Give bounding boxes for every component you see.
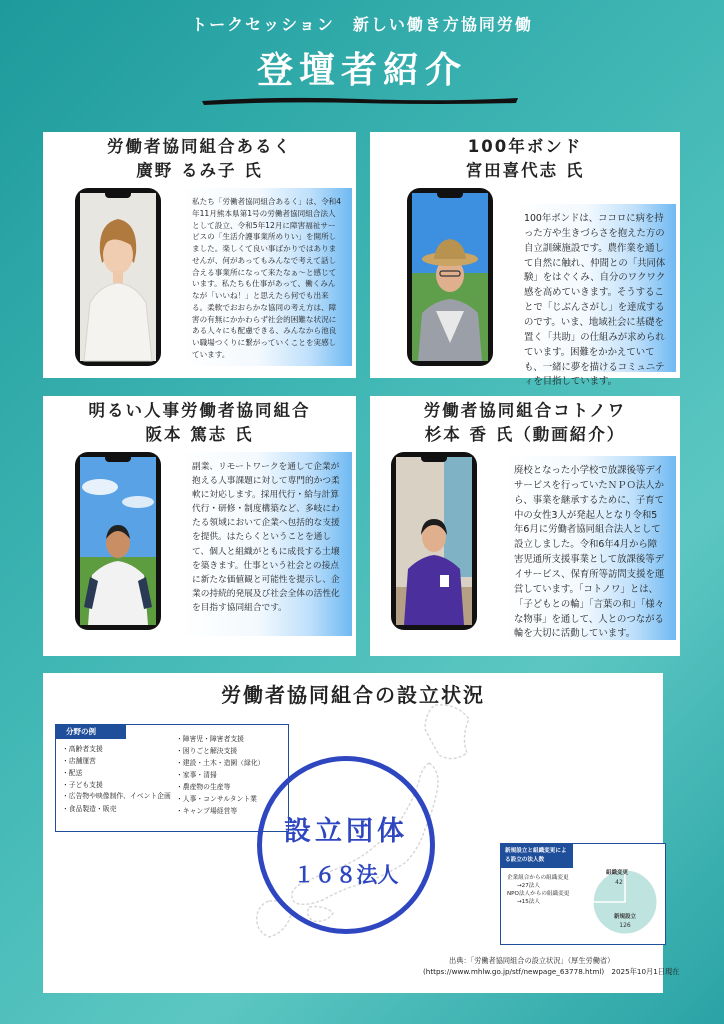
- slice-change-value: 42: [615, 879, 623, 886]
- field-item: ・食品製造・販売: [62, 805, 117, 813]
- field-item: ・家事・清掃: [176, 771, 217, 779]
- fields-left-list: [62, 743, 172, 815]
- speaker-description: 廃校となった小学校で放課後等デイサービスを行っていたＮＰＯ法人から、事業を継承するために、子育て中の女性3人が発起人となり令和5年6月に労働者協同組合法人として設立しました。令和6年4月から障害児通所支援事業として放課後等デイサービス、保育所等訪問支援を運営しています。「コトノワ」とは、「子どもとの輪」「言葉の和」「様々な物事」を通して、人とのつながる輪を大切に活動しています。: [504, 456, 676, 640]
- speaker-org: 労働者協同組合あるく: [107, 137, 292, 156]
- speaker-name: 阪本 篤志 氏: [145, 425, 254, 444]
- speaker-card-3: [43, 396, 356, 656]
- field-item: ・障害児・障害者支援: [176, 735, 244, 743]
- speaker-description: 私たち「労働者協同組合あるく」は、令和4年11月熊本県第1号の労働者協同組合法人として設立、令和5年12月に障害福祉サービスの「生活介護事業所めりい」を開所しました。楽しくて良い事ばかりではありませんが、何があってもみんなで考えて話し合える事業所になって来たなぁ～と感じています。私たちも仕事があって、働くみんなが「いいね！」と思えたら何でも出来る。柔軟でおおらかな協同の考え方は、障害の有無にかかわらず社会的困難な状況にある人々にも配慮できる、みんなから池良い職場つくりに繋がっていくことを実感しています。: [182, 188, 352, 366]
- speaker-org: 労働者協同組合コトノワ: [423, 401, 627, 420]
- pie-legend-title: 新規設立と組織変更による設立の法人数: [501, 844, 573, 868]
- speaker-name: 宮田喜代志 氏: [465, 161, 585, 180]
- fields-header: 分野の例: [56, 725, 126, 739]
- speaker-card-4: [370, 396, 680, 656]
- speaker-org: 明るい人事労働者協同組合: [88, 401, 311, 420]
- speaker-org: 100年ボンド: [467, 137, 583, 156]
- speaker-photo: [407, 188, 493, 366]
- total-count-circle: [257, 756, 435, 934]
- establishment-status-panel: [43, 673, 680, 993]
- field-item: ・建設・土木・造園（緑化）: [176, 759, 265, 767]
- pie-chart: [587, 858, 663, 938]
- field-item: ・店舗運営: [62, 757, 96, 765]
- speaker-card-1: [43, 132, 356, 378]
- speaker-card-2: [370, 132, 680, 388]
- speaker-photo: [75, 188, 161, 366]
- field-item: ・高齢者支援: [62, 745, 103, 753]
- pie-note: 企業組合からの組織変更: [507, 875, 569, 881]
- field-item: ・子ども支援: [62, 781, 103, 789]
- pie-chart-box: [500, 843, 666, 945]
- circle-count: １６８法人: [293, 863, 399, 887]
- fields-examples-box: [55, 724, 289, 832]
- brush-underline: [200, 94, 520, 106]
- pie-notes: [507, 874, 569, 906]
- pie-note: →27法人: [517, 883, 540, 889]
- speaker-description: 副業、リモートワークを通して企業が抱える人事課題に対して専門的かつ柔軟に対応します。採用代行・給与計算代行・研修・制度構築など、多岐にわたる領域において企業へ包括的な支援を提供。はたらくということを通して、個人と組織がともに成長する土壌を築きます。仕事という社会との接点に新たな価値観と可能性を提示し、企業の持続的発展及び社会全体の活性化を目指す協同組合です。: [182, 452, 352, 636]
- pie-note: →15法人: [517, 899, 540, 905]
- slice-new-label: 新規設立: [613, 914, 637, 920]
- speaker-photo: [75, 452, 161, 630]
- speaker-name: 杉本 香 氏（動画紹介）: [424, 425, 626, 444]
- speaker-description: 100年ボンドは、ココロに病を持った方や生きづらさを抱えた方の自立訓練施設です。農作業を通して自然に触れ、仲間との「共同体験」をはぐくみ、自分のワクワク感を高めていきます。そうすることで「じぶんさがし」を達成するのです。いま、地域社会に基礎を置く「共助」の仕組みが求められています。困難をかかえていても、一緒に夢を描けるコミュニティを目指しています。: [514, 204, 676, 372]
- field-item: ・困りごと解決支援: [176, 747, 238, 755]
- pie-note: NPO法人からの組織変更: [507, 891, 570, 897]
- slice-new-value: 126: [619, 922, 631, 929]
- source-citation: 出典：「労働者協同組合の設立状況」（厚生労働省）: [449, 956, 615, 965]
- slice-change-label: 組織変更: [605, 870, 629, 876]
- speaker-photo: [391, 452, 477, 630]
- circle-label: 設立団体: [284, 816, 408, 847]
- field-item: ・広告物や映像制作、イベント企画: [62, 792, 171, 800]
- source-url-date: (https://www.mhlw.go.jp/stf/newpage_63778.html) 2025年10月1日現在: [423, 967, 680, 976]
- field-item: ・農産物の生産等: [176, 783, 231, 791]
- stats-title: 労働者協同組合の設立状況: [221, 683, 485, 707]
- speaker-name: 廣野 るみ子 氏: [136, 161, 263, 180]
- event-subtitle: トークセッション 新しい働き方協同労働: [191, 15, 533, 34]
- field-item: ・人事・コンサルタント業: [176, 795, 257, 803]
- field-item: ・配送: [62, 769, 83, 777]
- field-item: ・キャンプ場経営等: [176, 807, 238, 815]
- page-title: 登壇者紹介: [256, 50, 467, 91]
